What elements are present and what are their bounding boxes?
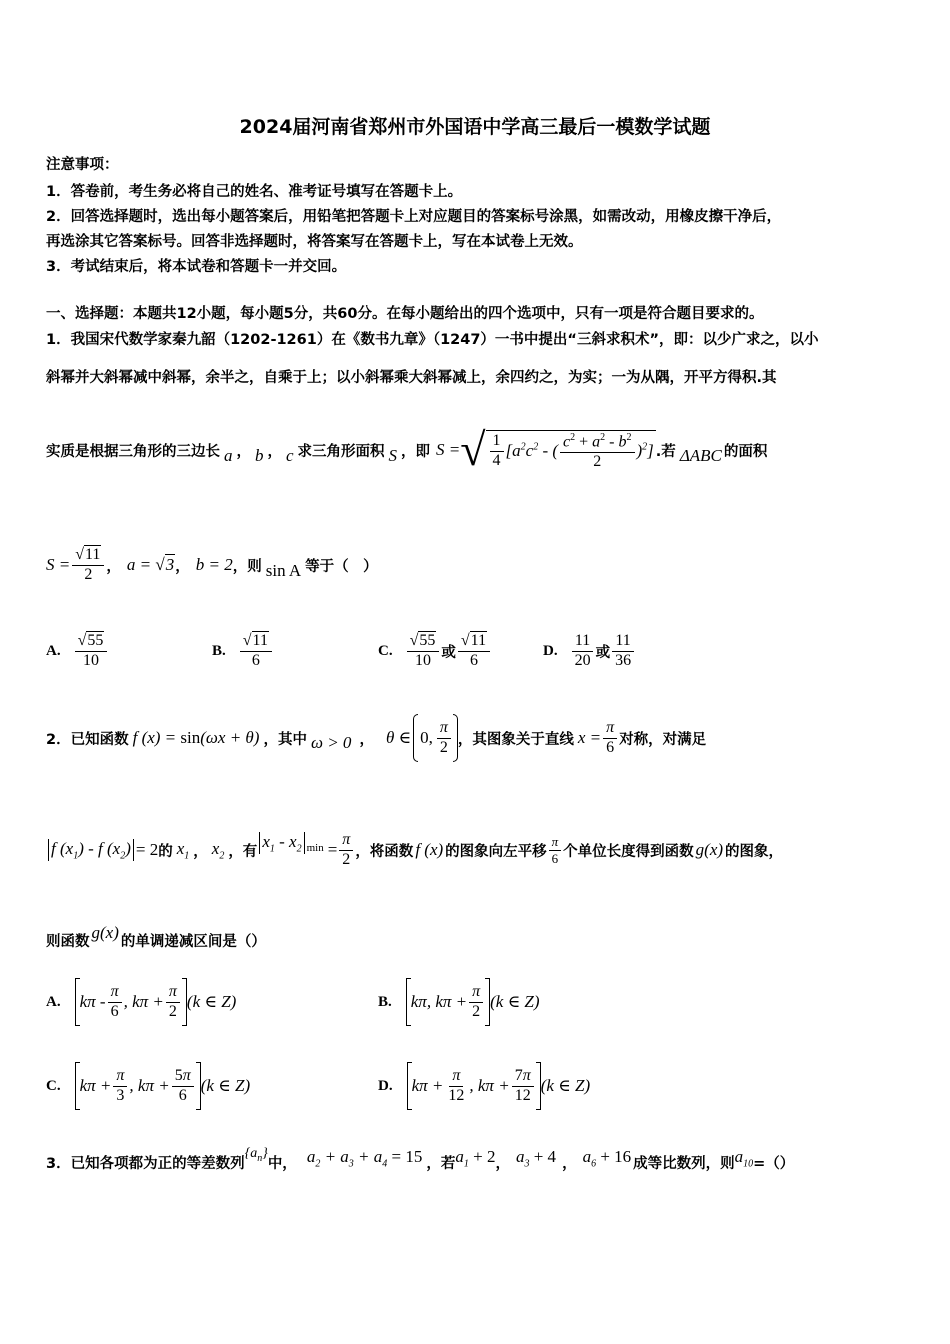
question-text: ，有 [228, 843, 258, 860]
option-b[interactable]: B. $\frac{√11}{6}$ [212, 626, 274, 676]
question-text: ， [495, 1155, 510, 1172]
option-c[interactable]: C. kπ + $\frac{\pi}{3}$ , kπ + $\frac{5\pi}{6}$ (k ∈ Z) [46, 1058, 250, 1114]
question-text: 中， [267, 1155, 297, 1172]
triangle-abc: ΔABC [679, 446, 722, 465]
option-label: D. [378, 1077, 393, 1094]
option-a[interactable]: A. kπ - $\frac{\pi}{6}$ , kπ + $\frac{\pi}{2}$ (k ∈ Z) [46, 974, 236, 1030]
question-text: ，其中 [263, 731, 307, 748]
question-text: 求三角形面积 [297, 443, 385, 460]
option-c[interactable]: C. $\frac{√55}{10}$ 或 $\frac{√11}{6}$ [378, 626, 492, 676]
question-text: ，其图象关于直线 [457, 731, 574, 748]
option-label: D. [543, 642, 558, 659]
option-d[interactable]: D. kπ + $\frac{\pi}{12}$ , kπ + $\frac{7\pi}{12}$ (k ∈ Z) [378, 1058, 590, 1114]
option-label: B. [378, 993, 392, 1010]
question-text: ，即 [401, 443, 431, 460]
sin-a: sin A [265, 561, 302, 580]
option-label: C. [46, 1077, 61, 1094]
question-text: 的面积 [723, 443, 768, 460]
notice-item: 再选涂其它答案标号。回答非选择题时，将答案写在答题卡上，写在本试卷上无效。 [46, 234, 583, 250]
question-condition-line: S = $\frac{√11}{2}$ ， a = √3 ， b = 2 ，则 sin A 等于（ ） [46, 545, 378, 583]
question-text: 实质是根据三角形的三边长 [46, 443, 220, 460]
option-label: A. [46, 993, 61, 1010]
question-text: ，若 [426, 1155, 456, 1172]
question-text: 成等比数列，则 [633, 1155, 735, 1172]
fraction: $\frac{1}{4}$ [490, 433, 504, 470]
option-label: A. [46, 642, 61, 659]
notice-heading: 注意事项： [46, 157, 119, 173]
option-label: B. [212, 642, 226, 659]
question-text: 的单调递减区间是（） [120, 933, 266, 950]
formula-area: S = [436, 440, 461, 459]
fraction: $\frac{c^2 + a^2 - b^2}{2}$ [560, 433, 634, 471]
question-text: ，将函数 [355, 843, 414, 860]
question-text-line: 3．已知各项都为正的等差数列 $\{a_n\}$ 中， $a_2 + a_3 + a_4 = 15$ ，若 $a_1 + 2$ ， $a_3 + 4$ ， $a_6 + 16$ 成等比数列，则 $a_{10}$ =（） [46, 1146, 795, 1172]
question-text-line: 2．已知函数 f (x) = sin(ωx + θ) ，其中 ω > 0 ， θ ∈ 0, $\frac{\pi}{2}$ ，其图象关于直线 x = $\frac{\pi}{6}$ 对称，对满足 [46, 710, 706, 766]
section-heading: 一、选择题：本题共12小题，每小题5分，共60分。在每小题给出的四个选项中，只有一项是符合题目要求的。 [46, 306, 764, 322]
notice-item: 2．回答选择题时，选出每小题答案后，用铅笔把答题卡上对应题目的答案标号涂黑，如需改动，用橡皮擦干净后， [46, 209, 782, 225]
question-text: 对称，对满足 [619, 731, 707, 748]
var-S: S [388, 446, 398, 465]
question-formula-line: 实质是根据三角形的三边长 a ， b ， c 求三角形面积 S ，即 S = √ $\frac{1}{4}$ [$a^2c^2$ - ( $\frac{c^2 + a^2 - b^2}{2}$ )$^2$] .若 ΔABC 的面积 [46, 424, 768, 475]
question-text: 斜幂并大斜幂减中斜幂，余半之，自乘于上；以小斜幂乘大斜幂减上，余四约之，为实；一为从隅，开平方得积.其 [46, 370, 777, 386]
notice-item: 1．答卷前，考生务必将自己的姓名、准考证号填写在答题卡上。 [46, 184, 463, 200]
question-text-line: f $(x_1)$ - f $(x_2)$ = 2 的 $x_1$ ， $x_2$ ，有 $x_1 - x_2$ min = $\frac{\pi}{2}$ ，将函数 f (x) 的图象向左平移 $\frac{\pi}{6}$ 个单位长度得到函数 g(x) 的图象， [46, 822, 783, 878]
option-label: C. [378, 642, 393, 659]
page-title: 2024届河南省郑州市外国语中学高三最后一模数学试题 [239, 116, 711, 138]
notice-item: 3．考试结束后，将本试卷和答题卡一并交回。 [46, 259, 347, 275]
question-text: 的图象， [725, 843, 784, 860]
question-text: 个单位长度得到函数 [563, 843, 694, 860]
or-text: 或 [595, 644, 611, 661]
question-text: ，则 [232, 558, 262, 575]
question-text: 1．我国宋代数学家秦九韶（1202-1261）在《数书九章》（1247）一书中提出“三斜求积术”，即：以少广求之，以小 [46, 332, 819, 348]
sqrt-symbol: √ [460, 424, 486, 475]
formula-radicand: $\frac{1}{4}$ [$a^2c^2$ - ( $\frac{c^2 + a^2 - b^2}{2}$ )$^2$] [486, 430, 656, 471]
question-text: ， [562, 1155, 577, 1172]
question-text: 的图象向左平移 [445, 843, 547, 860]
option-b[interactable]: B. kπ, kπ + $\frac{\pi}{2}$ (k ∈ Z) [378, 974, 540, 1030]
option-a[interactable]: A. $\frac{√55}{10}$ [46, 626, 109, 676]
question-text: 2．已知函数 [46, 731, 129, 748]
or-text: 或 [441, 644, 456, 661]
question-text: .若 [655, 443, 676, 460]
question-text-line: 则函数 g(x) 的单调递减区间是（） [46, 923, 266, 950]
fraction: $\frac{√11}{2}$ [72, 547, 104, 584]
question-text: =（） [753, 1155, 795, 1172]
question-text: 3．已知各项都为正的等差数列 [46, 1155, 245, 1172]
var-b: b [255, 446, 264, 465]
option-d[interactable]: D. $\frac{11}{20}$ 或 $\frac{11}{36}$ [543, 626, 636, 676]
question-text: 等于（ ） [305, 558, 378, 575]
question-text: 的 [158, 843, 173, 860]
question-text: 则函数 [46, 933, 90, 950]
var-a: a [224, 446, 233, 465]
var-c: c [286, 446, 294, 465]
